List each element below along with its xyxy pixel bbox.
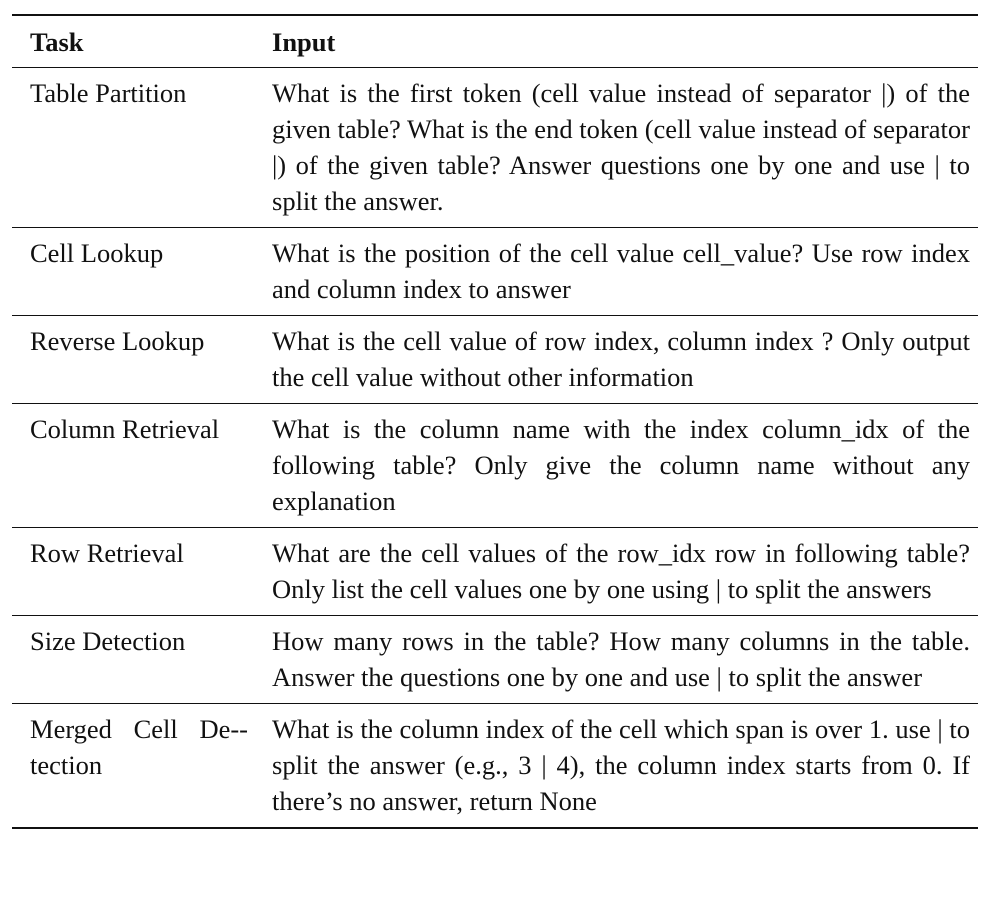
task-cell: Merged Cell De-tection [30, 714, 248, 780]
header-task: Task [30, 27, 84, 57]
table-row [12, 528, 978, 616]
input-cell: How many rows in the table? How many columns in the table. Answer the questions one by one and use | to split the answer [272, 626, 970, 692]
input-cell: What is the position of the cell value cell_value? Use row index and column index to answer [272, 238, 970, 304]
header-input: Input [272, 27, 336, 57]
table-row [12, 404, 978, 528]
input-cell: What are the cell values of the row_idx row in following table? Only list the cell values one by one using | to split the answers [272, 538, 970, 604]
input-cell: What is the column name with the index column_idx of the following table? Only give the column name without any explanation [272, 414, 970, 516]
task-cell: Table Partition [30, 78, 187, 108]
header-row [12, 15, 978, 68]
table-row [12, 68, 978, 228]
table-row [12, 616, 978, 704]
task-cell: Column Retrieval [30, 414, 220, 444]
table-row [12, 228, 978, 316]
task-input-table-container [12, 14, 978, 829]
task-cell: Reverse Lookup [30, 326, 205, 356]
table-row [12, 316, 978, 404]
task-input-table [12, 14, 978, 829]
task-cell: Cell Lookup [30, 238, 164, 268]
task-cell: Size Detection [30, 626, 186, 656]
task-cell: Row Retrieval [30, 538, 184, 568]
input-cell: What is the first token (cell value instead of separator |) of the given table? What is the end token (cell value instead of separator |) of the given table? Answer questions one by one and use | to split the answer. [272, 78, 970, 216]
input-cell: What is the cell value of row index, column index ? Only output the cell value without other information [272, 326, 970, 392]
input-cell: What is the column index of the cell which span is over 1. use | to split the answer (e.g., 3 | 4), the column index starts from 0. If there’s no answer, return None [272, 714, 970, 816]
table-row [12, 704, 978, 829]
